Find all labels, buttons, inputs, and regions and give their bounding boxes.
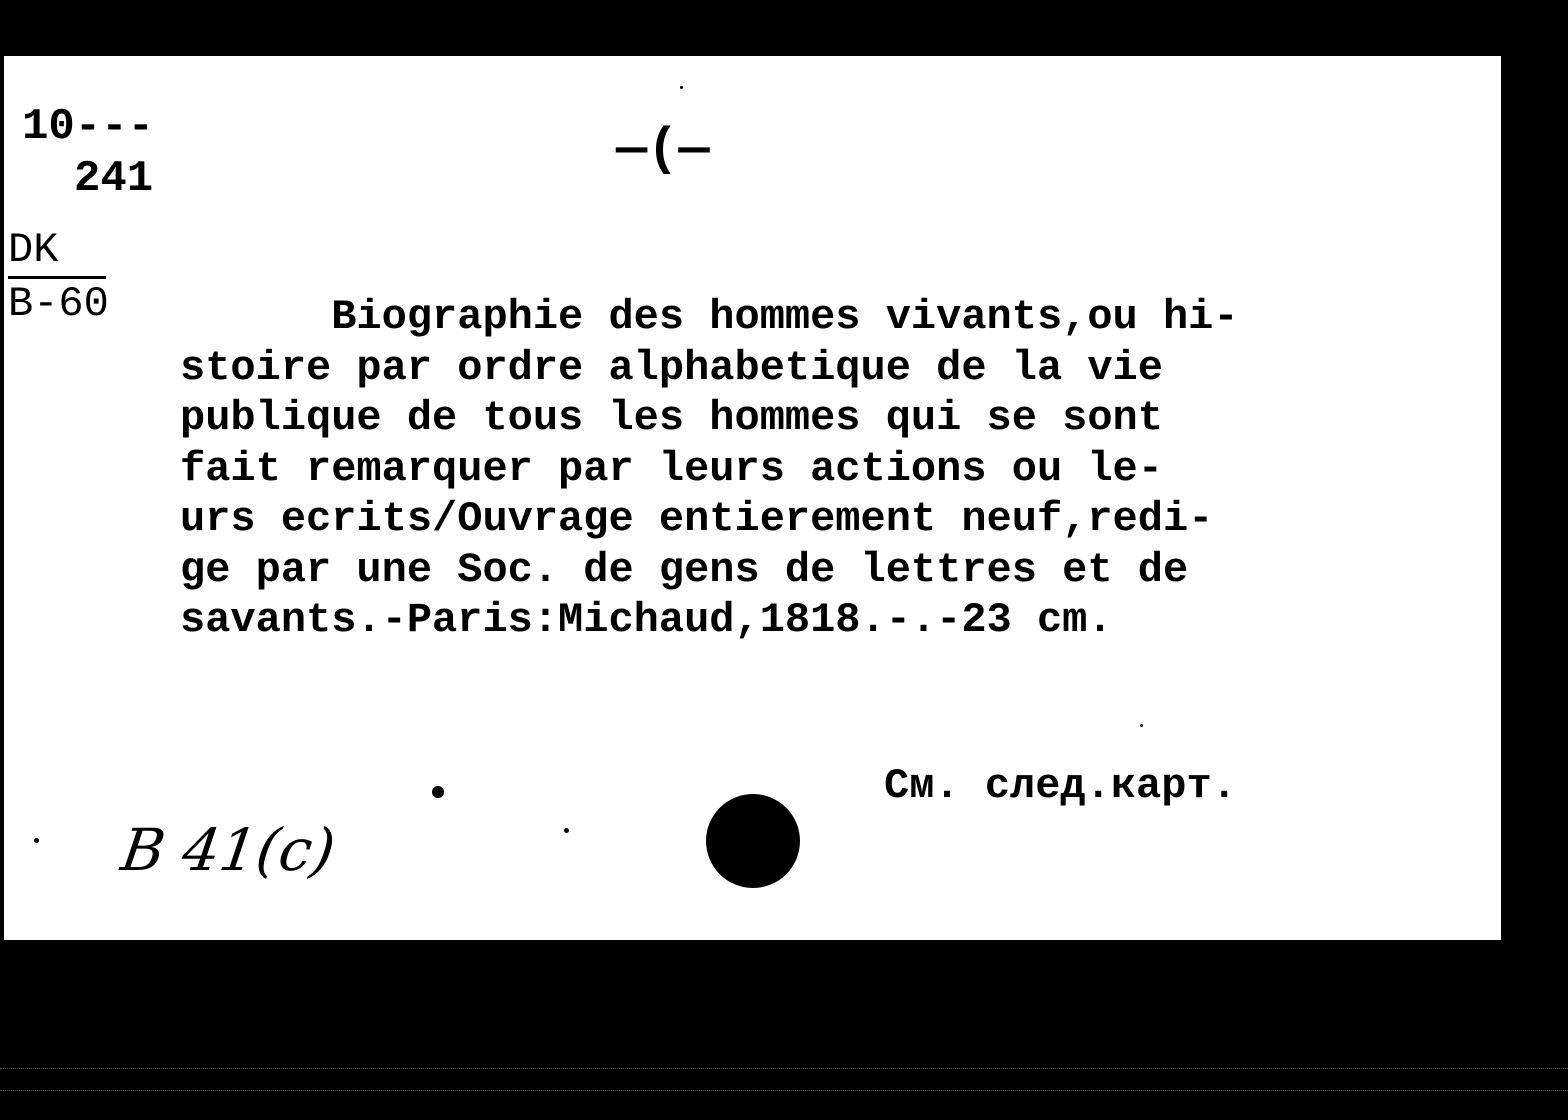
dust-speck (680, 86, 683, 89)
call-number-prefix: 10--- (22, 102, 155, 152)
entry-line: publique de tous les hommes qui se sont (180, 394, 1163, 442)
classification-code: DK (8, 226, 59, 274)
entry-line: savants.-Paris:Michaud,1818.-.-23 cm. (180, 596, 1113, 644)
entry-line: fait remarquer par leurs actions ou le- (180, 444, 1163, 493)
dust-speck (564, 828, 569, 833)
shelf-mark-divider (8, 276, 106, 279)
dust-speck (432, 786, 444, 798)
card-sequence-mark: —(— (616, 120, 710, 179)
punch-hole (706, 794, 800, 888)
bibliographic-entry (180, 292, 1470, 646)
handwritten-shelf-note: B 41(c) (117, 816, 340, 884)
catalog-card (4, 56, 1501, 940)
dust-speck (1140, 724, 1143, 727)
entry-line: stoire par ordre alphabetique de la vie (180, 343, 1163, 392)
entry-line: urs ecrits/Ouvrage entierement neuf,redi- (180, 495, 1214, 543)
cross-reference-note: См. след.карт. (884, 762, 1237, 810)
scan-artifact-line (0, 1068, 1568, 1069)
entry-line: Biographie des hommes vivants,ou hi- (180, 293, 1239, 341)
dust-speck (34, 838, 39, 843)
entry-line: ge par une Soc. de gens de lettres et de (180, 545, 1189, 594)
call-number: 241 (74, 154, 154, 204)
scan-artifact-line (0, 1090, 1568, 1091)
shelf-mark: B-60 (8, 280, 109, 328)
